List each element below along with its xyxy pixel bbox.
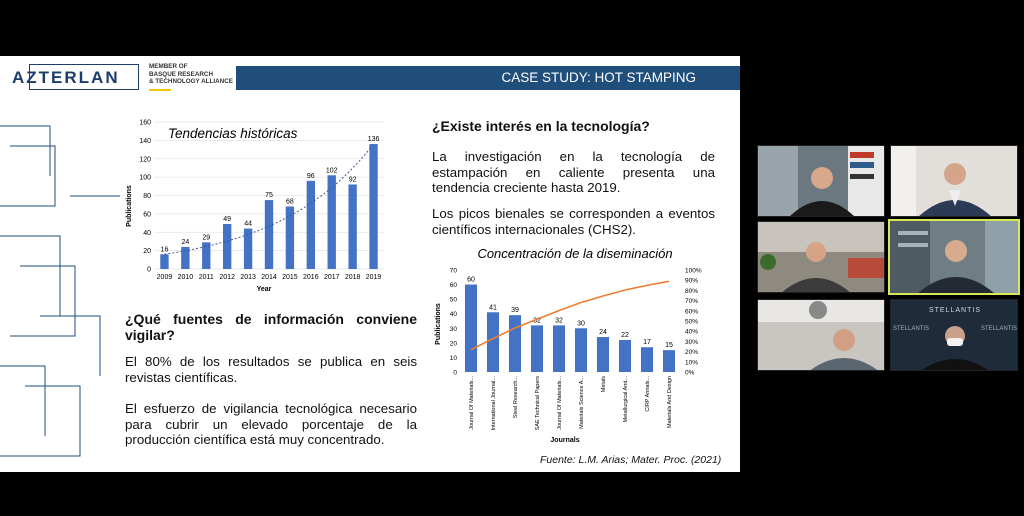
chart1-bar <box>369 144 377 269</box>
chart1-data-label: 75 <box>265 192 273 200</box>
chart1-bar <box>328 175 336 269</box>
participant-tile-5[interactable] <box>757 299 885 371</box>
right-heading: ¿Existe interés en la tecnología? <box>432 118 650 134</box>
chart2-x-tick: Materials Science A... <box>579 376 585 429</box>
chart1-x-tick: 2017 <box>323 274 340 281</box>
chart1-title <box>168 126 298 141</box>
chart2-title-text: Concentración de la diseminación <box>477 246 673 261</box>
chart2-data-label: 15 <box>665 342 673 350</box>
chart1-y-tick: 160 <box>139 119 151 127</box>
participant-tile-4-active-speaker[interactable] <box>888 219 1020 295</box>
chart1-data-label: 29 <box>202 234 211 242</box>
chart2-data-label: 24 <box>599 329 607 337</box>
chart1-y-tick: 60 <box>143 211 151 219</box>
chart1-x-tick: 2016 <box>303 274 319 281</box>
chart2-bar <box>531 325 543 372</box>
participant-tile-2[interactable] <box>890 145 1018 217</box>
chart2-xlabel: Journals <box>550 437 580 444</box>
chart2-y2-tick: 30% <box>685 338 699 346</box>
chart1-y-tick: 40 <box>143 229 151 237</box>
chart1-title-text: Tendencias históricas <box>168 126 298 141</box>
cumulative-line <box>471 281 669 349</box>
chart1-x-tick: 2019 <box>365 274 382 281</box>
participant-6-video <box>891 300 1018 371</box>
chart2-bar <box>509 315 521 372</box>
chart1-x-tick: 2014 <box>261 274 277 281</box>
chart1-bar <box>307 181 315 269</box>
stellantis-backdrop-text: STELLANTIS <box>928 307 982 314</box>
chart1-x-tick: 2010 <box>177 274 194 281</box>
chart1-x-tick: 2013 <box>240 274 256 281</box>
chart1-y-tick: 140 <box>139 137 151 145</box>
chart2-y2-tick: 70% <box>685 298 699 306</box>
participant-3-video <box>758 222 885 293</box>
chart2-bar <box>663 350 675 372</box>
chart1-data-label: 49 <box>223 215 232 223</box>
participant-2-video <box>891 146 1018 217</box>
participant-tile-3[interactable] <box>757 221 885 293</box>
chart2-y-tick: 0 <box>453 369 457 377</box>
chart2-y-tick: 30 <box>449 325 457 333</box>
azterlan-logo: AZTERLAN <box>12 68 120 87</box>
chart1-data-label: 92 <box>348 176 357 184</box>
chart2-y2-tick: 80% <box>685 287 699 295</box>
chart2-data-label: 60 <box>467 276 475 284</box>
alliance-line: BASQUE RESEARCH <box>149 70 214 78</box>
chart1-y-tick: 100 <box>139 174 151 182</box>
chart2-bar <box>619 340 631 372</box>
chart2-y-tick: 50 <box>449 296 457 304</box>
chart1-bar <box>265 200 273 269</box>
chart1-x-tick: 2011 <box>198 274 214 281</box>
participant-5-video <box>758 300 885 371</box>
chart1-x-tick: 2018 <box>344 274 361 281</box>
chart2-x-tick: Steel Research... <box>513 376 519 419</box>
chart1-x-tick: 2015 <box>282 274 298 281</box>
banner-title: CASE STUDY: HOT STAMPING <box>501 70 696 85</box>
chart2-x-tick: Metals <box>601 376 607 393</box>
chart2-y2-tick: 90% <box>685 277 699 285</box>
chart1-data-label: 102 <box>325 167 338 175</box>
chart1-bar <box>286 207 294 269</box>
chart2-data-label: 32 <box>555 317 563 325</box>
chart2-data-label: 22 <box>621 331 629 339</box>
right-paragraph-1: La investigación en la tecnología de estampación en caliente presenta una tendencia creciente hasta 2019. <box>432 149 715 195</box>
chart1-xlabel: Year <box>256 286 272 293</box>
chart1-y-tick: 120 <box>139 156 151 164</box>
chart2-x-tick: Journal Of Materials... <box>557 376 563 430</box>
right-paragraph-2: Los picos bienales se corresponden a eventos científicos internacionales (CHS2). <box>432 206 715 237</box>
chart2-bar <box>465 285 477 372</box>
chart2-y-tick: 60 <box>449 282 457 290</box>
chart1-bar <box>202 242 210 269</box>
chart2-data-label: 41 <box>489 304 497 312</box>
chart2-y2-tick: 0% <box>685 369 695 377</box>
chart1-bar <box>223 224 231 269</box>
participant-tile-6[interactable] <box>890 299 1018 371</box>
participant-tile-1[interactable] <box>757 145 885 217</box>
alliance-line: & TECHNOLOGY ALLIANCE <box>149 78 233 85</box>
chart2-bar <box>575 328 587 372</box>
chart1-ylabel: Publications <box>126 185 133 227</box>
chart2-x-tick: Materials And Design <box>667 376 673 428</box>
chart1-data-label: 16 <box>160 246 169 254</box>
stellantis-backdrop-text: STELLANTIS <box>980 326 1018 332</box>
chart2-x-tick: SAE Technical Papers <box>535 376 541 431</box>
chart1-data-label: 68 <box>286 198 294 206</box>
chart2-bar <box>597 337 609 372</box>
chart2-x-tick: Journal Of Materials... <box>469 376 475 430</box>
left-paragraph-2: El esfuerzo de vigilancia tecnológica necesario para cubrir un elevado porcentaje de la producción científica está muy concentrado. <box>125 401 417 447</box>
chart2-y2-tick: 40% <box>685 328 699 336</box>
chart2-y-tick: 20 <box>449 340 457 348</box>
presentation-slide <box>0 56 740 472</box>
chart2-bar <box>487 312 499 372</box>
source-citation: Fuente: L.M. Arias; Mater. Proc. (2021) <box>540 454 722 466</box>
left-paragraph-1: El 80% de los resultados se publica en seis revistas científicas. <box>125 354 417 385</box>
chart2-y-tick: 70 <box>449 267 457 275</box>
left-heading: ¿Qué fuentes de información conviene vigilar? <box>125 311 417 343</box>
chart2-data-label: 30 <box>577 320 585 328</box>
chart2-y2-tick: 10% <box>685 359 699 367</box>
historical-trend-chart <box>122 116 392 296</box>
chart1-y-tick: 80 <box>143 193 151 200</box>
chart1-data-label: 44 <box>244 220 252 228</box>
chart2-data-label: 39 <box>511 307 519 315</box>
chart1-x-tick: 2012 <box>219 274 235 281</box>
chart1-bar <box>160 254 168 269</box>
chart1-data-label: 24 <box>181 238 190 246</box>
chart1-x-tick: 2009 <box>156 274 173 281</box>
chart2-y2-tick: 20% <box>685 349 699 357</box>
chart1-data-label: 136 <box>367 136 380 144</box>
chart2-y2-tick: 100% <box>685 267 702 275</box>
yellow-accent <box>149 89 171 91</box>
chart2-x-tick: Metallurgical And... <box>623 376 629 423</box>
journal-concentration-chart <box>430 244 720 454</box>
chart2-y2-tick: 60% <box>685 308 699 316</box>
chart2-x-tick: CIRP Annals... <box>645 376 651 412</box>
chart2-title <box>477 246 672 261</box>
alliance-caption <box>149 63 233 86</box>
chart2-y2-tick: 50% <box>685 318 699 326</box>
chart2-bar <box>553 325 565 372</box>
title-banner <box>236 66 740 90</box>
chart2-bar <box>641 347 653 372</box>
chart1-bar <box>348 184 356 269</box>
chart2-x-tick: International Journal... <box>491 376 497 431</box>
decorative-squares <box>0 116 120 466</box>
chart2-y-tick: 40 <box>449 311 457 319</box>
chart2-data-label: 32 <box>533 317 541 325</box>
participant-4-video <box>890 221 1018 293</box>
chart2-data-label: 17 <box>643 339 651 347</box>
chart2-ylabel: Publications <box>435 303 442 345</box>
stellantis-backdrop-text: STELLANTIS <box>892 326 930 332</box>
chart1-y-tick: 20 <box>143 248 151 256</box>
chart2-y-tick: 10 <box>449 354 457 362</box>
chart1-data-label: 96 <box>306 172 315 180</box>
alliance-line: MEMBER OF <box>149 63 188 70</box>
participant-1-video <box>758 146 885 217</box>
chart1-y-tick: 0 <box>147 266 151 274</box>
